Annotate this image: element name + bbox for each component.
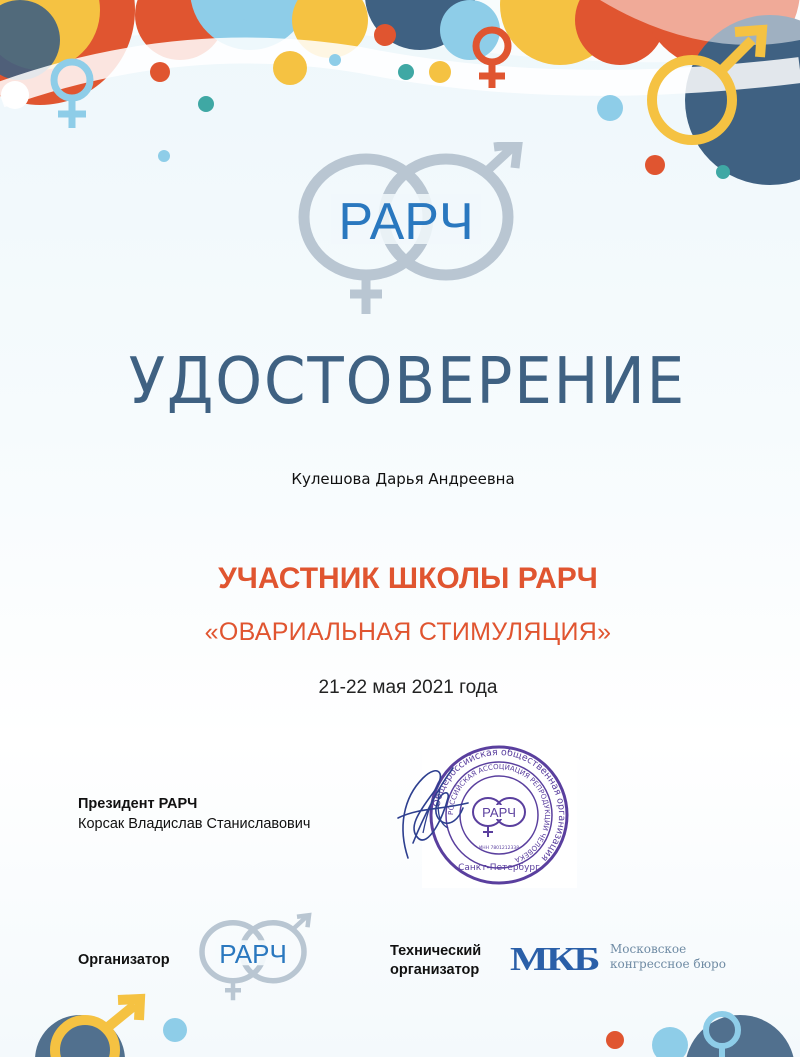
mkb-name — [610, 942, 726, 972]
mkb-logo — [510, 940, 600, 974]
rarch-logo — [296, 142, 526, 317]
school-topic: «ОВАРИАЛЬНАЯ СТИМУЛЯЦИЯ» — [204, 618, 612, 646]
stamp-inner-text: РОССИЙСКАЯ АССОЦИАЦИЯ РЕПРОДУКЦИИ ЧЕЛОВЕКА — [446, 762, 552, 864]
president-name: Корсак Владислав Станиславович — [78, 816, 311, 832]
event-date: 21-22 мая 2021 года — [318, 677, 498, 698]
tech-organizer-label — [390, 942, 481, 980]
stamp-inn: ИНН 7801212338 — [478, 846, 520, 851]
president-title: Президент РАРЧ — [78, 796, 198, 812]
stamp-city: Санкт-Петербург — [458, 863, 540, 873]
president-signature — [378, 748, 478, 868]
mkb-logo-mark: МКБ — [510, 941, 599, 974]
mkb-name-line2: конгрессное бюро — [610, 957, 726, 971]
participant-name: Кулешова Дарья Андреевна — [291, 470, 515, 488]
stamp-logo-text: РАРЧ — [482, 805, 516, 820]
document-title: УДОСТОВЕРЕНИЕ — [128, 345, 687, 419]
organizer-rarch-logo — [198, 912, 313, 1004]
tech-organizer-label-line1: Технический — [390, 943, 482, 959]
tech-organizer-label-line2: организатор — [390, 962, 480, 978]
stamp-outer-text: Общероссийская общественная организация — [431, 746, 568, 864]
organizer-logo-text: РАРЧ — [219, 938, 287, 969]
participant-role: УЧАСТНИК ШКОЛЫ РАРЧ — [218, 562, 598, 595]
organizer-label: Организатор — [78, 952, 170, 968]
mkb-name-line1: Московское — [610, 942, 687, 956]
rarch-logo-text: РАРЧ — [338, 193, 474, 251]
